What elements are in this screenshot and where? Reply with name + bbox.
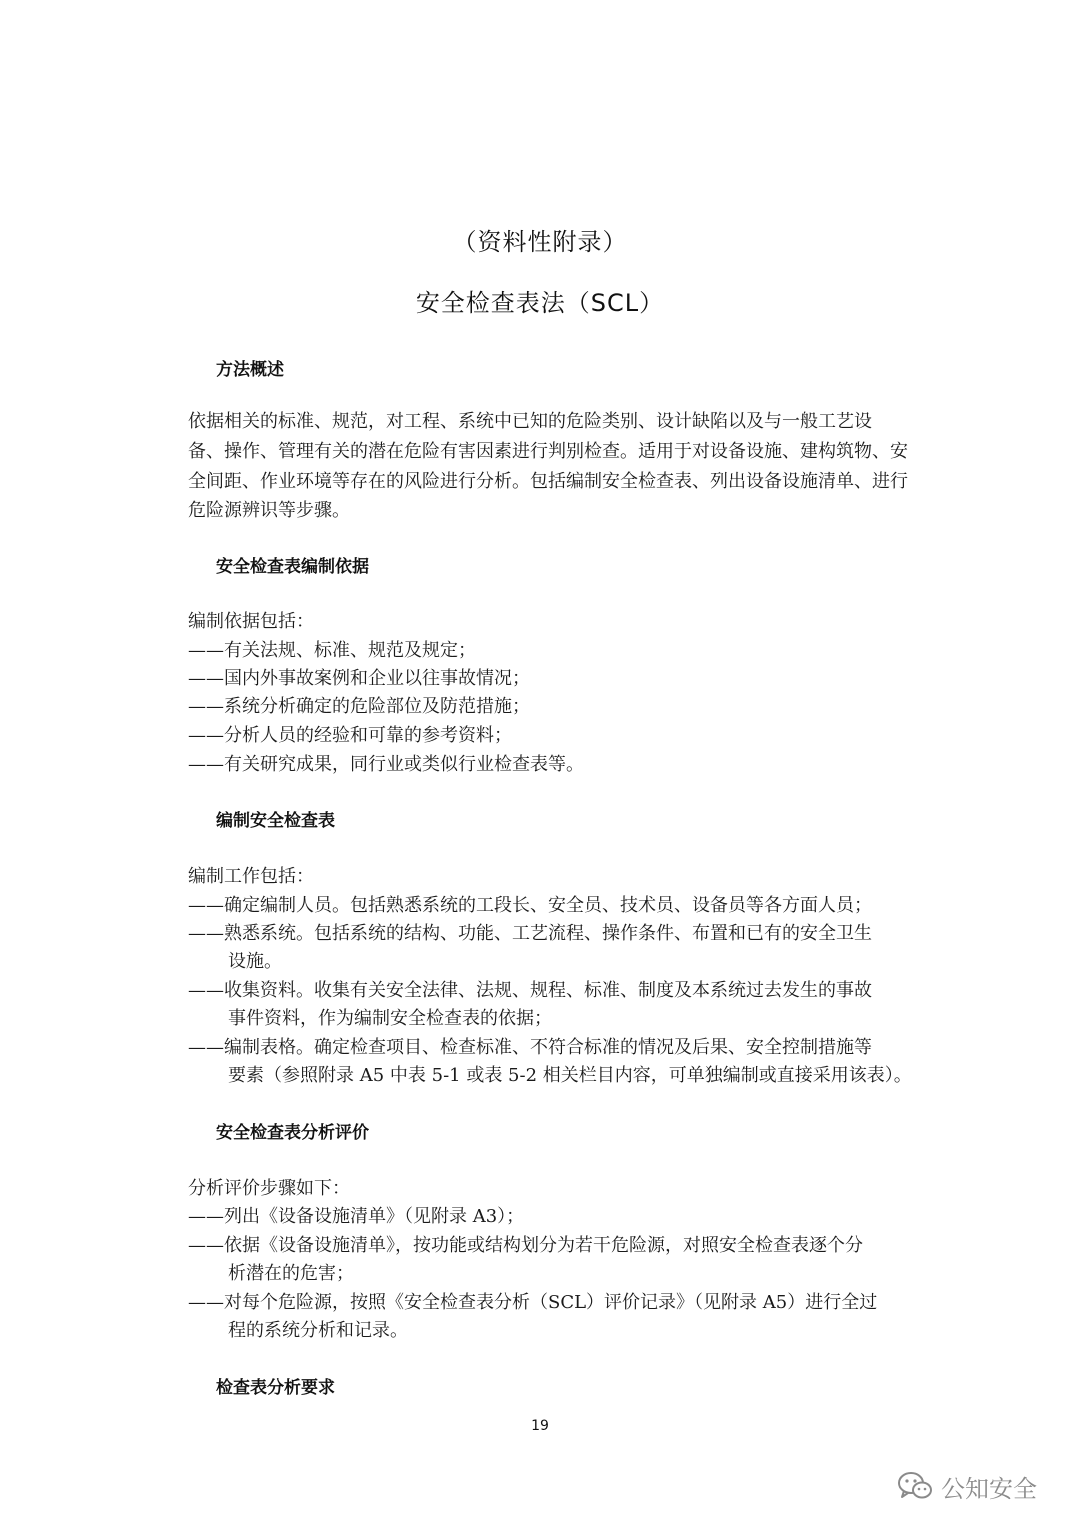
compile-line: 要素（参照附录 A5 中表 5-1 或表 5-2 相关栏目内容，可单独编制或直接采用该表）。 <box>228 1065 912 1086</box>
page-number: 19 <box>531 1418 549 1434</box>
basis-item: ——有关法规、标准、规范及规定； <box>188 640 476 661</box>
overview-line: 全间距、作业环境等存在的风险进行分析。包括编制安全检查表、列出设备设施清单、进行 <box>188 471 908 492</box>
evaluate-line: ——列出《设备设施清单》（见附录 A3）； <box>188 1206 525 1227</box>
watermark <box>897 1466 1037 1506</box>
basis-item: ——系统分析确定的危险部位及防范措施； <box>188 696 530 717</box>
basis-item: ——有关研究成果，同行业或类似行业检查表等。 <box>188 754 584 775</box>
section-heading-evaluate: 安全检查表分析评价 <box>216 1123 369 1143</box>
basis-item: ——分析人员的经验和可靠的参考资料； <box>188 725 512 746</box>
evaluate-line: ——依据《设备设施清单》，按功能或结构划分为若干危险源，对照安全检查表逐个分 <box>188 1235 863 1256</box>
evaluate-line: 程的系统分析和记录。 <box>228 1320 408 1341</box>
compile-line: ——熟悉系统。包括系统的结构、功能、工艺流程、操作条件、布置和已有的安全卫生 <box>188 923 872 944</box>
appendix-type: （资料性附录） <box>452 228 628 256</box>
section-heading-requirements: 检查表分析要求 <box>216 1378 335 1398</box>
section-heading-overview: 方法概述 <box>216 360 284 380</box>
section-heading-compile: 编制安全检查表 <box>216 811 335 831</box>
watermark-text: 公知安全 <box>941 1474 1037 1503</box>
basis-item: ——国内外事故案例和企业以往事故情况； <box>188 668 530 689</box>
basis-intro: 编制依据包括： <box>188 611 314 632</box>
wechat-icon <box>897 1470 933 1502</box>
compile-line: ——确定编制人员。包括熟悉系统的工段长、安全员、技术员、设备员等各方面人员； <box>188 895 872 916</box>
compile-line: ——收集资料。收集有关安全法律、法规、规程、标准、制度及本系统过去发生的事故 <box>188 980 872 1001</box>
compile-line: 设施。 <box>228 951 282 972</box>
compile-intro: 编制工作包括： <box>188 866 314 887</box>
section-heading-basis: 安全检查表编制依据 <box>216 557 369 577</box>
compile-line: 事件资料，作为编制安全检查表的依据； <box>228 1008 552 1029</box>
compile-line: ——编制表格。确定检查项目、检查标准、不符合标准的情况及后果、安全控制措施等 <box>188 1037 872 1058</box>
evaluate-line: ——对每个危险源，按照《安全检查表分析（SCL）评价记录》（见附录 A5）进行全过 <box>188 1292 878 1313</box>
overview-line: 危险源辨识等步骤。 <box>188 500 350 521</box>
overview-line: 备、操作、管理有关的潜在危险有害因素进行判别检查。适用于对设备设施、建构筑物、安 <box>188 441 908 462</box>
evaluate-intro: 分析评价步骤如下： <box>188 1178 350 1199</box>
evaluate-line: 析潜在的危害； <box>228 1263 354 1284</box>
page-title: 安全检查表法（SCL） <box>415 289 665 317</box>
overview-line: 依据相关的标准、规范，对工程、系统中已知的危险类别、设计缺陷以及与一般工艺设 <box>188 411 872 432</box>
